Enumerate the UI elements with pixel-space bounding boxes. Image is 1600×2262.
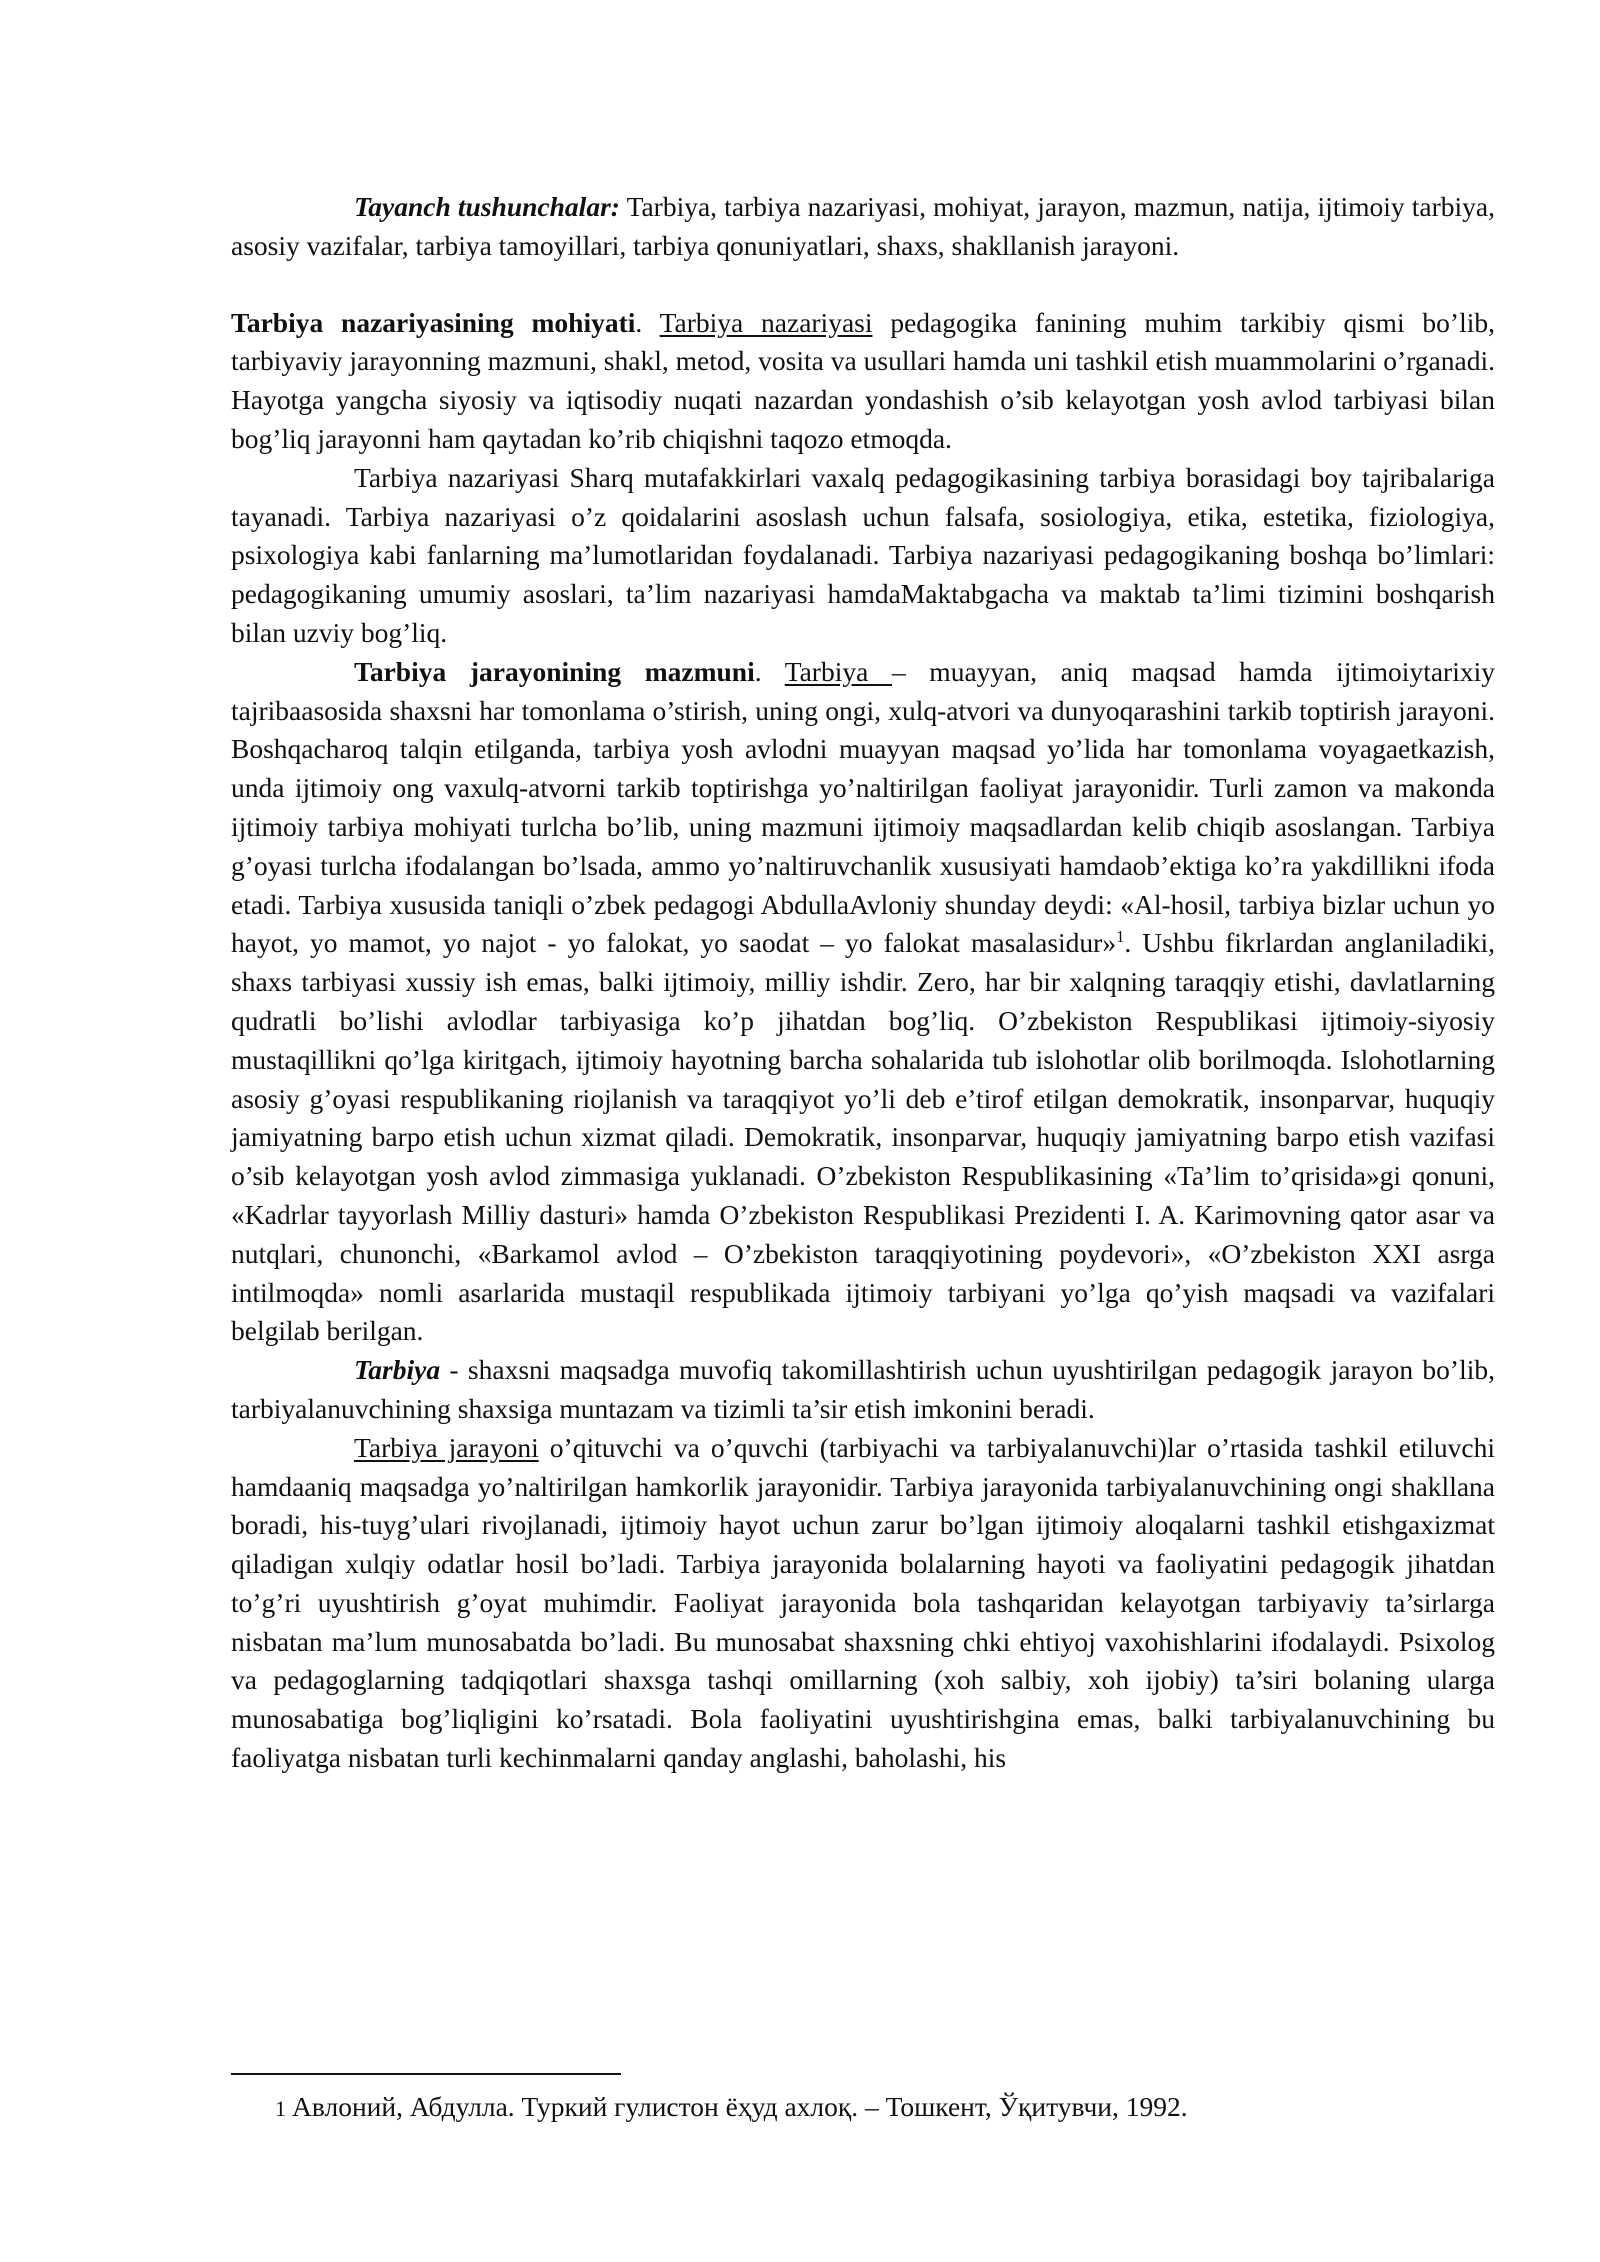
definition-term: Tarbiya — [354, 1354, 441, 1386]
paragraph-text: – muayyan, aniq maqsad hamda ijtimoiytarixiy tajribaasosida shaxsni har tomonlama o’stirish, uning ongi, xulq-atvori va dunyoqarashini tarkib toptirish jarayoni. Boshqacharoq talqin etilganda, tarbiya yosh avlodni muayyan maqsad yo’lida har tomonlama voyagaetkazish, unda ijtimoiy ong vaxulq-atvorni tarkib toptirishga yo’naltirilgan faoliyat jarayonidir. Turli zamon va makonda ijtimoiy tarbiya mohiyati turlcha bo’lib, uning mazmuni ijtimoiy maqsadlardan kelib chiqib asoslangan. Tarbiya g’oyasi turlcha ifodalangan bo’lsada, ammo yo’naltiruvchanlik xususiyati hamdaob’ektiga ko’ra yakdillikni ifoda etadi. Tarbiya xususida taniqli o’zbek pedagogi AbdullaAvloniy shunday deydi: «Al-hosil, tarbiya bizlar uchun yo hayot, yo mamot, yo najot - yo falokat, yo saodat – yo falokat masalasidur» — [231, 655, 1495, 959]
term-tarbiya-jarayoni: Tarbiya jarayoni — [354, 1431, 539, 1463]
footnote-number: 1 — [275, 2096, 286, 2121]
paragraph-text: . Ushbu fikrlardan anglaniladiki, shaxs tarbiyasi xussiy ish emas, balki ijtimoiy, milliy ishdir. Zero, har bir xalqning taraqqiy etishi, davlatlarning qudratli bo’lishi avlodlar tarbiyasiga ko’p jihatdan bog’liq. O’zbekiston Respublikasi ijtimoiy-siyosiy mustaqillikni qo’lga kiritgach, ijtimoiy hayotning barcha sohalarida tub islohotlar olib borilmoqda. Islohotlarning asosiy g’oyasi respublikaning riojlanish va taraqqiyot yo’li deb e’tirof etilgan demokratik, insonparvar, huquqiy jamiyatning barpo etish uchun xizmat qiladi. Demokratik, insonparvar, huquqiy jamiyatning barpo etish vazifasi o’sib kelayotgan yosh avlod zimmasiga yuklanadi. O’zbekiston Respublikasining «Ta’lim to’qrisida»gi qonuni, «Kadrlar tayyorlash Milliy dasturi» hamda O’zbekiston Respublikasi Prezidenti I. A. Karimovning qator asar va nutqlari, chunonchi, «Barkamol avlod – O’zbekiston taraqqiyotining poydevori», «O’zbekiston XXI asrga intilmoqda» nomli asarlarida mustaqil respublikada ijtimoiy tarbiyani yo’lga qo’yish maqsadi va vazifalari belgilab berilgan. — [231, 927, 1496, 1347]
paragraph-theory-foundations: Tarbiya nazariyasi Sharq mutafakkirlari vaxalq pedagogikasining tarbiya borasidagi boy tajribalariga tayanadi. Tarbiya nazariyasi o’z qoidalarini asoslash uchun falsafa, sosiologiya, etika, estetika, fiziologiya, psixologiya kabi fanlarning ma’lumotlaridan foydalanadi. Tarbiya nazariyasi pedagogikaning boshqa bo’limlari: pedagogikaning umumiy asoslari, ta’lim nazariyasi hamdaMaktabgacha va maktab ta’limi tizimini boshqarish bilan uzviy bog’liq. — [231, 461, 1495, 648]
section-heading-process-content: Tarbiya jarayonining mazmuni — [354, 655, 755, 687]
footnote-separator — [231, 2073, 621, 2075]
definition-paragraph — [231, 1351, 1495, 1429]
footnote — [275, 2088, 1475, 2128]
process-paragraph — [231, 1429, 1495, 1778]
document-body — [231, 188, 1495, 1778]
footnote-reference: 1 — [1116, 927, 1125, 947]
key-concepts-paragraph — [231, 188, 1495, 266]
footnote-text: Авлоний, Абдулла. Туркий гулистон ёҳуд ахлоқ. – Тошкент, Ўқитувчи, 1992. — [292, 2091, 1188, 2122]
paragraph-text: pedagogika fanining muhim tarkibiy qismi bo’lib, tarbiyaviy jarayonning mazmuni, shakl, metod, vosita va usullari hamda uni tashkil etish muammolarini o’rganadi. Hayotga yangcha siyosiy va iqtisodiy nuqati nazardan yondashish o’sib kelayotgan yosh avlod tarbiyasi bilan bog’liq jarayonni ham qaytadan ko’rib chiqishni taqozo etmoqda. — [231, 306, 1495, 454]
key-concepts-label: Tayanch tushunchalar: — [354, 191, 620, 222]
section-content-paragraph: Tarbiya jarayonining mazmuni. Tarbiya – muayyan, aniq maqsad hamda ijtimoiytarixiy tajribaasosida shaxsni har tomonlama o’stirish, uning ongi, xulq-atvori va dunyoqarashini tarkib toptirish jarayoni. Boshqacharoq talqin etilganda, tarbiya yosh avlodni muayyan maqsad yo’lida har tomonlama voyagaetkazish, unda ijtimoiy ong vaxulq-atvorni tarkib toptirishga yo’naltirilgan faoliyat jarayonidir. Turli zamon va makonda ijtimoiy tarbiya mohiyati turlcha bo’lib, uning mazmuni ijtimoiy maqsadlardan kelib chiqib asoslangan. Tarbiya g’oyasi turlcha ifodalangan bo’lsada, ammo yo’naltiruvchanlik xususiyati hamdaob’ektiga ko’ra yakdillikni ifoda etadi. Tarbiya xususida taniqli o’zbek pedagogi AbdullaAvloniy shunday deydi: «Al-hosil, tarbiya bizlar uchun yo hayot, yo mamot, yo najot - yo falokat, yo saodat – yo falokat masalasidur»$^1$. Ushbu fikrlardan anglaniladiki, shaxs tarbiyasi xussiy ish emas, balki ijtimoiy, milliy ishdir. Zero, har bir xalqning taraqqiy etishi, davlatlarning qudratli bo’lishi avlodlar tarbiyasiga ko’p jihatdan bog’liq. O’zbekiston Respublikasi ijtimoiy-siyosiy mustaqillikni qo’lga kiritgach, ijtimoiy hayotning barcha sohalarida tub islohotlar olib borilmoqda. Islohotlarning asosiy g’oyasi respublikaning riojlanish va taraqqiyot yo’li deb e’tirof etilgan demokratik, insonparvar, huquqiy jamiyatning barpo etish uchun xizmat qiladi. Demokratik, insonparvar, huquqiy jamiyatning barpo etish vazifasi o’sib kelayotgan yosh avlod zimmasiga yuklanadi. O’zbekiston Respublikasining «Ta’lim to’qrisida»gi qonuni, «Kadrlar tayyorlash Milliy dasturi» hamda O’zbekiston Respublikasi Prezidenti I. A. Karimovning qator asar va nutqlari, chunonchi, «Barkamol avlod – O’zbekiston taraqqiyotining poydevori», «O’zbekiston XXI asrga intilmoqda» nomli asarlarida mustaqil respublikada ijtimoiy tarbiyani yo’lga qo’yish maqsadi va vazifalari belgilab berilgan. — [231, 655, 1496, 1347]
section-theory-essence-paragraph: Tarbiya nazariyasining mohiyati. Tarbiya nazariyasi pedagogika fanining muhim tarkibiy qismi bo’lib, tarbiyaviy jarayonning mazmuni, shakl, metod, vosita va usullari hamda uni tashkil etish muammolarini o’rganadi. Hayotga yangcha siyosiy va iqtisodiy nuqati nazardan yondashish o’sib kelayotgan yosh avlod tarbiyasi bilan bog’liq jarayonni ham qaytadan ko’rib chiqishni taqozo etmoqda. — [231, 306, 1495, 454]
definition-text: - shaxsni maqsadga muvofiq takomillashtirish uchun uyushtirilgan pedagogik jarayon bo’lib, tarbiyalanuvchining shaxsiga muntazam va tizimli ta’sir etish imkonini beradi. — [231, 1354, 1495, 1424]
term-tarbiya: Tarbiya — [784, 655, 892, 687]
key-concepts-text: Tarbiya, tarbiya nazariyasi, mohiyat, jarayon, mazmun, natija, ijtimoiy tarbiya, asosiy vazifalar, tarbiya tamoyillari, tarbiya qonuniyatlari, shaxs, shakllanish jarayoni. — [231, 191, 1495, 261]
term-tarbiya-nazariyasi: Tarbiya nazariyasi — [659, 306, 873, 338]
paragraph-text: o’qituvchi va o’quvchi (tarbiyachi va tarbiyalanuvchi)lar o’rtasida tashkil etiluvchi hamdaaniq maqsadga yo’naltirilgan hamkorlik jarayonidir. Tarbiya jarayonida tarbiyalanuvchining ongi shakllana boradi, his-tuyg’ulari rivojlanadi, ijtimoiy hayot uchun zarur bo’lgan ijtimoiy aloqalarni tashkil etishgaxizmat qiladigan xulqiy odatlar hosil bo’ladi. Tarbiya jarayonida bolalarning hayoti va faoliyatini pedagogik jihatdan to’g’ri uyushtirish g’oyat muhimdir. Faoliyat jarayonida bola tashqaridan kelayotgan tarbiyaviy ta’sirlarga nisbatan ma’lum munosabatda bo’ladi. Bu munosabat shaxsning chki ehtiyoj vaxohishlarini ifodalaydi. Psixolog va pedagoglarning tadqiqotlari shaxsga tashqi omillarning (xoh salbiy, xoh ijobiy) ta’siri bolaning ularga munosabatiga bog’liqligini ko’rsatadi. Bola faoliyatini uyushtirishgina emas, balki tarbiyalanuvchining bu faoliyatga nisbatan turli kechinmalarni qanday anglashi, baholashi, his — [231, 1431, 1495, 1774]
section-heading-theory-essence: Tarbiya nazariyasining mohiyati — [231, 306, 636, 338]
